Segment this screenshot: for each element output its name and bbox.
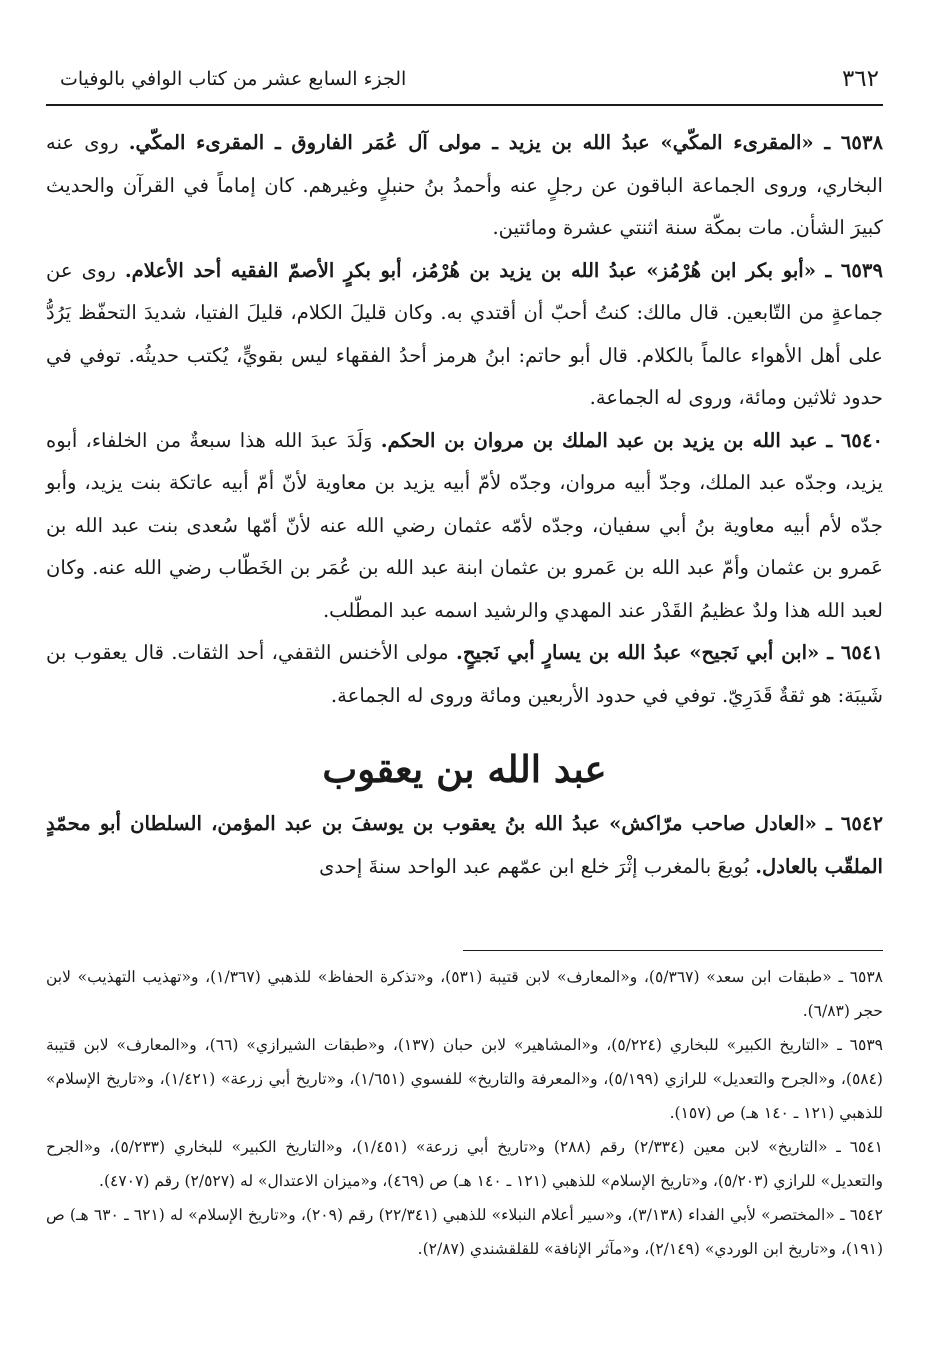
section-heading: عبد الله بن يعقوب (322, 747, 607, 791)
entry-body: روى عنه البخاري، وروى الجماعة الباقون عن رجلٍ عنه وأحمدُ بنُ حنبلٍ وغيرهم. كان إماماً في القرآن والحديث كبيرَ الشأن. مات بمكّة سنة اثنتي عشرة ومائتين. (46, 131, 883, 239)
footnote-text: «المختصر» لأبي الفداء (٣/١٣٨)، و«سير أعلام النبلاء» للذهبي (٢٢/٣٤١) رقم (٢٠٩)، و«تاريخ الإسلام» له (٦٢١ ـ ٦٣٠ هـ) ص (١٩١)، و«تاريخ ابن الوردي» (٢/١٤٩)، و«مآثر الإنافة» للقلقشندي (٢/٨٧). (46, 1206, 883, 1258)
entry-6542 (46, 803, 883, 888)
running-header (46, 58, 883, 106)
entry-head: ٦٥٤٢ ـ «العادل صاحب مرّاكش» عبدُ الله بنُ يعقوب بن يوسفَ بن عبد المؤمن، السلطان أبو محمّدٍ الملقّب بالعادل. (46, 812, 883, 878)
entry-6539 (46, 250, 883, 420)
footnote-number: ٦٥٣٩ ـ (837, 1036, 883, 1054)
footnote-text: «طبقات ابن سعد» (٥/٣٦٧)، و«المعارف» لابن قتيبة (٥٣١)، و«تذكرة الحفاظ» للذهبي (١/٣٦٧)، و«تهذيب التهذيب» لابن حجر (٦/٨٣). (46, 968, 883, 1020)
footnotes (46, 960, 883, 1266)
entry-6538 (46, 122, 883, 250)
entry-6540 (46, 420, 883, 633)
entry-6541 (46, 632, 883, 717)
running-title: الجزء السابع عشر من كتاب الوافي بالوفيات (60, 68, 407, 90)
footnote-number: ٦٥٤٢ ـ (839, 1206, 884, 1224)
main-text (46, 122, 883, 888)
footnote-separator (463, 950, 883, 951)
footnote-text: «التاريخ» لابن معين (٢/٣٣٤) رقم (٢٨٨) و«تاريخ أبي زرعة» (١/٤٥١)، و«التاريخ الكبير» للبخاري (٥/٢٣٣)، و«الجرح والتعديل» للرازي (٥/٢٠٣)، و«تاريخ الإسلام» للذهبي (١٢١ ـ ١٤٠ هـ) ص (٤٦٩)، و«ميزان الاعتدال» له (٢/٥٢٧) رقم (٤٧٠٧). (46, 1138, 883, 1190)
entry-head: ٦٥٣٨ ـ «المقرىء المكّي» عبدُ الله بن يزيد ـ مولى آل عُمَر الفاروق ـ المقرىء المكّي. (128, 131, 883, 154)
entry-body: مولى الأخنس الثقفي، أحد الثقات. قال يعقوب بن شَيبَة: هو ثقةٌ قَدَرِيّ. توفي في حدود الأربعين ومائة وروى له الجماعة. (46, 641, 883, 707)
entry-head: ٦٥٤٠ ـ عبد الله بن يزيد بن عبد الملك بن مروان بن الحكم. (380, 428, 883, 452)
footnote-number: ٦٥٤١ ـ (836, 1138, 883, 1156)
footnote (46, 960, 883, 1028)
entry-head: ٦٥٤١ ـ «ابن أبي نَجيح» عبدُ الله بن يسارٍ أبي نَجيحٍ. (456, 641, 883, 664)
entry-head: ٦٥٣٩ ـ «أبو بكر ابن هُرْمُز» عبدُ الله بن يزيد بن هُرْمُز، أبو بكرٍ الأصمّ الفقيه أحد الأعلام. (124, 258, 883, 282)
footnote (46, 1028, 883, 1130)
entry-body: بُويعَ بالمغرب إثْرَ خلع ابن عمّهم عبد الواحد سنةَ إحدى (319, 854, 749, 878)
entry-body: روى عن جماعةٍ من التّابعين. قال مالك: كنتُ أحبّ أن أقتدي به. وكان قليلَ الكلام، قليلَ الفتيا، شديدَ التحفّظ يَرُدُّ على أهل الأهواء عالماً بالكلام. قال أبو حاتم: ابنُ هرمز أحدُ الفقهاء ليس بقويٍّ، يُكتب حديثُه. توفي في حدود ثلاثين ومائة، وروى له الجماعة. (46, 258, 883, 409)
footnote (46, 1198, 883, 1266)
entry-body: وَلَدَ عبدَ الله هذا سبعةٌ من الخلفاء، أبوه يزيد، وجدّه عبد الملك، وجدّ أبيه مروان، وجدّه لأمّ أبيه يزيد بن معاوية لأنّ أمّ أبيه عاتكة بنت يزيد، وأبو جدّه لأم أبيه معاوية بنُ أبي سفيان، وجدّه لأمّه عثمان رضي الله عنه لأنّ أمّها سُعدى بنت عبد الله بن عَمرو بن عثمان وأمّ عبد الله بن عَمرو بن عثمان ابنة عبد الله بن عُمَر بن الخَطّاب رضي الله عنه. وكان لعبد الله هذا ولدٌ عظيمُ القَدْر عند المهدي والرشيد اسمه عبد المطّلب. (46, 428, 883, 622)
page-number: ٣٦٢ (841, 66, 879, 92)
footnote-text: «التاريخ الكبير» للبخاري (٥/٢٢٤)، و«المشاهير» لابن حبان (١٣٧)، و«طبقات الشيرازي» (٦٦)، و«المعارف» لابن قتيبة (٥٨٤)، و«الجرح والتعديل» للرازي (٥/١٩٩)، و«المعرفة والتاريخ» للفسوي (١/٦٥١)، و«تاريخ أبي زرعة» (١/٤٢١)، و«تاريخ الإسلام» للذهبي (١٢١ ـ ١٤٠ هـ) ص (١٥٧). (46, 1036, 883, 1122)
footnote-number: ٦٥٣٨ ـ (838, 968, 884, 986)
footnote (46, 1130, 883, 1198)
